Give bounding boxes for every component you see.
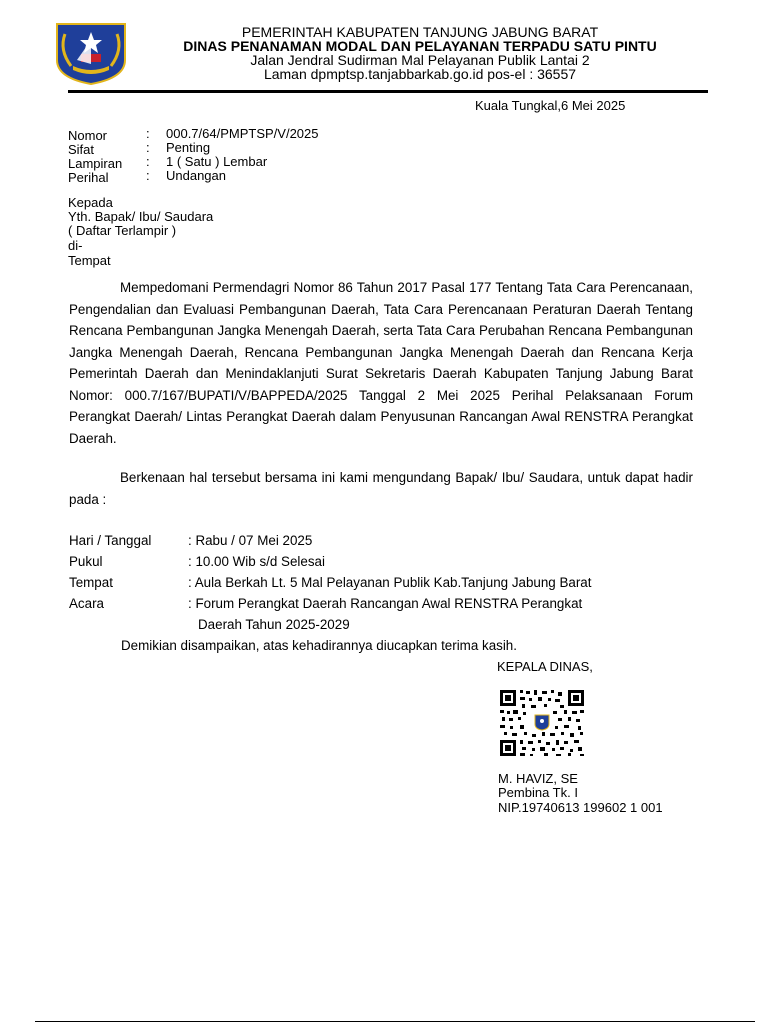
event-place-label: Tempat <box>69 575 113 590</box>
meta-value-sifat: Penting <box>166 140 211 155</box>
signature-title: KEPALA DINAS, <box>497 659 593 674</box>
event-time-label: Pukul <box>69 554 103 569</box>
header-agency: DINAS PENANAMAN MODAL DAN PELAYANAN TERPADU SATU PINTU <box>183 38 657 54</box>
qr-code-signature <box>498 688 586 758</box>
body-paragraph-1-text: Mempedomani Permendagri Nomor 86 Tahun 2017 Pasal 177 Tentang Tata Cara Perencanaan, Pengendalian dan Evaluasi Pembangunan Daerah, Tata Cara Perencanaan Peraturan Daerah Tentang Rencana Pembangunan Jangka Menengah Daerah, serta Tata Cara Perubahan Rencana Pembangunan Jangka Menengah Daerah, Rencana Pembangunan Jangka Menengah Daerah dan Rencana Kerja Pemerintah Daerah dan Menindaklanjuti Surat Sekretaris Daerah Kabupaten Tanjung Jabung Barat Nomor: 000.7/167/BUPATI/V/BAPPEDA/2025 Tanggal 2 Mei 2025 Perihal Pelaksanaan Forum Perangkat Daerah/ Lintas Perangkat Daerah dalam Penyusunan Rancangan Awal RENSTRA Perangkat Daerah. <box>69 280 693 446</box>
signatory-rank: Pembina Tk. I <box>498 785 578 800</box>
header-address: Jalan Jendral Sudirman Mal Pelayanan Publik Lantai 2 <box>250 52 590 68</box>
recipient-place: Tempat <box>68 253 111 268</box>
meta-colon: : <box>146 126 150 141</box>
event-day-value: : Rabu / 07 Mei 2025 <box>188 533 313 548</box>
signatory-name: M. HAVIZ, SE <box>498 771 578 786</box>
body-paragraph-1 <box>69 277 693 449</box>
event-agenda-value: : Forum Perangkat Daerah Rancangan Awal RENSTRA Perangkat <box>188 596 583 611</box>
event-place-value: : Aula Berkah Lt. 5 Mal Pelayanan Publik Kab.Tanjung Jabung Barat <box>188 575 592 590</box>
meta-label-sifat: Sifat <box>68 142 95 157</box>
header-government: PEMERINTAH KABUPATEN TANJUNG JABUNG BARAT <box>241 24 599 40</box>
event-agenda-label: Acara <box>69 596 104 611</box>
closing-sentence: Demikian disampaikan, atas kehadirannya diucapkan terima kasih. <box>121 638 517 653</box>
event-day-label: Hari / Tanggal <box>69 533 152 548</box>
meta-value-nomor: 000.7/64/PMPTSP/V/2025 <box>166 126 319 141</box>
recipient-name: Yth. Bapak/ Ibu/ Saudara <box>68 209 214 224</box>
header-website: Laman dpmptsp.tanjabbarkab.go.id pos-el : 36557 <box>263 66 577 82</box>
recipient-list: ( Daftar Terlampir ) <box>68 223 177 238</box>
meta-label-perihal: Perihal <box>68 170 109 185</box>
body-paragraph-2 <box>69 467 693 510</box>
letter-date: Kuala Tungkal,6 Mei 2025 <box>475 98 626 113</box>
meta-value-perihal: Undangan <box>166 168 226 183</box>
recipient-di: di- <box>68 238 83 253</box>
meta-colon: : <box>146 140 150 155</box>
event-time-value: : 10.00 Wib s/d Selesai <box>188 554 325 569</box>
footer-divider <box>35 1021 755 1022</box>
meta-label-nomor: Nomor <box>68 128 108 143</box>
body-paragraph-2-text: Berkenaan hal tersebut bersama ini kami mengundang Bapak/ Ibu/ Saudara, untuk dapat hadir pada : <box>69 470 693 507</box>
event-agenda-value-continued: Daerah Tahun 2025-2029 <box>198 617 350 632</box>
recipient-to: Kepada <box>68 195 113 210</box>
meta-label-lampiran: Lampiran <box>68 156 123 171</box>
meta-colon: : <box>146 154 150 169</box>
meta-value-lampiran: 1 ( Satu ) Lembar <box>166 154 268 169</box>
signatory-nip: NIP.19740613 199602 1 001 <box>498 800 663 815</box>
header-divider <box>68 90 708 93</box>
meta-colon: : <box>146 168 150 183</box>
